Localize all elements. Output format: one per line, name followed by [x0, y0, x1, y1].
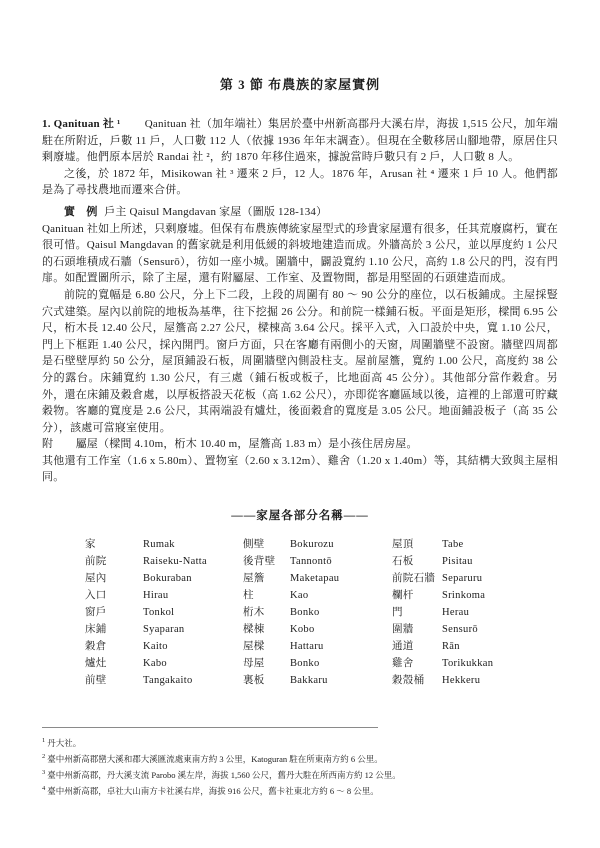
part-name: Pisitau [442, 556, 473, 568]
part-name: Kobo [290, 624, 315, 636]
part-name: Raiseku-Natta [143, 556, 207, 568]
footnote-4 [42, 782, 558, 798]
footnote-text: 丹大社。 [47, 737, 82, 748]
part-name: Tangakaito [143, 675, 193, 687]
part-name: Syaparan [143, 624, 185, 636]
footnote-2 [42, 750, 558, 766]
part-name: Kao [290, 590, 309, 602]
paragraph-migration: 之後，於 1872 年，Misikowan 社 ³ 遷來 2 戶，12 人。1876 年，Arusan 社 ⁴ 遷來 1 戶 10 人。他們都是為了尋找農地而遷來合併。 [42, 167, 558, 197]
part-name: Srinkoma [442, 590, 486, 602]
part-name: Hattaru [290, 641, 324, 653]
part-term: 柱 [243, 590, 254, 602]
part-term: 入口 [85, 590, 107, 602]
footnote-text: 臺中州新高郡巒大溪和郡大溪匯流處東南方約 3 公里，Katoguran 駐在所東南方約 6 公里。 [47, 753, 383, 764]
footnote-marker: 3 [42, 769, 46, 777]
part-term: 後背壁 [243, 556, 276, 568]
part-name: Rumak [143, 539, 175, 551]
footnote-marker: 1 [42, 737, 46, 744]
part-term: 石板 [392, 556, 414, 568]
footnote-marker: 2 [42, 753, 46, 761]
part-name: Kaito [143, 641, 168, 653]
part-term: 裏板 [243, 675, 265, 687]
part-name: Hirau [143, 590, 169, 602]
part-name: Bokuraban [143, 573, 192, 585]
part-term: 屋簷 [243, 573, 265, 585]
part-term: 穀殼桶 [392, 675, 425, 687]
part-term: 欄杆 [392, 590, 414, 602]
part-name: Tannontō [290, 556, 332, 568]
part-term: 屋樑 [243, 641, 265, 653]
part-name: Maketapau [290, 573, 340, 585]
part-name: Sensurō [442, 624, 478, 636]
part-term: 前壁 [85, 675, 107, 687]
part-name: Herau [442, 607, 470, 619]
part-term: 通道 [392, 641, 414, 653]
part-name: Torikukkan [442, 658, 494, 670]
paragraph-text: Qanituan 社（加年端社）集居於臺中州新高郡丹大溪右岸，海拔 1,515 公尺，加年端駐在所附近，戶數 11 戶，人口數 112 人（依據 1936 年年末調查）。但現在全數移居山腳地帶，原居住只剩廢墟。他們原本居於 Randai 社 ²，約 1870 年移住過來，據說當時戶數只有 2 戶，人口數 8 人。 [42, 118, 558, 164]
part-term: 雞舍 [392, 658, 414, 670]
footnote-text: 臺中州新高郡，卓社大山南方卡社溪右岸，海拔 916 公尺，舊卡社東北方約 6 ～ 8 公里。 [47, 785, 379, 796]
part-term: 屋內 [85, 573, 107, 585]
part-term: 床鋪 [85, 624, 107, 636]
paragraph-example-heading [42, 204, 558, 221]
house-parts-heading: ——家屋各部分名稱—— [231, 510, 369, 523]
footnotes-section [42, 727, 558, 798]
part-name: Tonkol [143, 607, 175, 619]
paragraph-qanituan-intro [42, 116, 558, 166]
example-lead: 實 例 [64, 205, 98, 218]
part-term: 前院石牆 [392, 573, 436, 585]
paragraph-house-dimensions: 前院的寬幅是 6.80 公尺，分上下二段，上段的周圍有 80 ～ 90 公分的座位，以石板鋪成。主屋採豎穴式建築。屋內以前院的地板為基準，往下挖掘 26 公分。和前院一樣鋪石板。平面是矩形，樑間 6.95 公尺，桁木長 12.40 公尺，屋簷高 2.27 公尺，樑棟高 3.64 公尺。採平入式，入口設於中央，寬 1.10 公尺，門上下框距 1.40 公尺，採內開門。窗戶方面，只在客廳有兩側小的天窗，周圍牆壁不設窗。牆壁四周都是石壁壁厚約 50 公分，屋頂鋪設石板，周圍牆壁內側設柱支。屋前屋簷，寬約 1.00 公尺，高度約 38 公分的露台。床鋪寬約 1.30 公尺，有三處（鋪石板或板子，比地面高 45 公分）。其他部分當作穀倉。另外，還在床鋪及穀倉處，以厚板搭設天花板（高 1.62 公尺），亦即從客廳區域以後，這裡的上部還可貯藏穀物。客廳的寬度是 2.6 公尺，其兩端設有爐灶，後面穀倉的寬度是 3.05 公尺。地面鋪設板子（高 35 公分），該處可當寢室使用。 [42, 288, 558, 434]
paragraph-text: 戶主 Qaisul Mangdavan 家屋（圖版 128-134） [104, 205, 328, 218]
footnote-1 [42, 734, 558, 750]
part-name: Kabo [143, 658, 167, 670]
part-name: Tabe [442, 539, 464, 551]
part-term: 前院 [85, 556, 107, 568]
part-term: 穀倉 [85, 641, 107, 653]
part-name: Bakkaru [290, 675, 328, 687]
part-term: 屋頂 [392, 539, 414, 551]
part-name: Separuru [442, 573, 483, 585]
paragraph-other-buildings: 其他還有工作室（1.6 x 5.80m）、置物室（2.60 x 3.12m）、雞舍（1.20 x 1.40m）等，其結構大致與主屋相同。 [42, 454, 558, 484]
part-term: 爐灶 [85, 658, 107, 670]
house-parts-table [85, 536, 558, 689]
part-name: Hekkeru [442, 675, 481, 687]
footnote-text: 臺中州新高郡，丹大溪支流 Parobo 溪左岸，海拔 1,560 公尺，舊丹大駐在所西南方約 12 公里。 [47, 769, 401, 780]
footnote-3 [42, 766, 558, 782]
part-term: 家 [85, 539, 96, 551]
part-name: Rān [442, 641, 460, 653]
part-term: 圍牆 [392, 624, 414, 636]
paragraph-annex-building: 附 屬屋（樑間 4.10m，桁木 10.40 m，屋簷高 1.83 m）是小孩住居房屋。 [42, 438, 418, 451]
part-name: Bokurozu [290, 539, 334, 551]
part-term: 母屋 [243, 658, 265, 670]
part-name: Bonko [290, 658, 320, 670]
footnote-marker: 4 [42, 785, 46, 793]
part-term: 側壁 [243, 539, 265, 551]
part-term: 樑棟 [243, 624, 265, 636]
part-term: 桁木 [243, 607, 265, 619]
part-term: 門 [392, 607, 403, 619]
tribe-name-lead: 1. Qanituan 社 ¹ [42, 118, 121, 130]
paragraph-house-description: Qanituan 社如上所述，只剩廢墟。但保有布農族傳統家屋型式的珍貴家屋還有很多，任其荒廢腐朽，實在很可惜。Qaisul Mangdavan 的舊家就是利用低緩的斜坡地建造而成。外牆高於 3 公尺，並以厚度約 1 公尺的石頭堆積成石牆（Sensurō），彷如一座小城。圍牆中，闢設寬約 1.10 公尺，高約 1.8 公尺的門，沒有門扉。如配置圖所示，除了主屋，還有附屬屋、工作室、及置物間，都是用堅固的石頭建造而成。 [42, 222, 558, 285]
section-title: 第 3 節 布農族的家屋實例 [219, 77, 381, 92]
part-term: 窗戶 [85, 607, 107, 619]
footnote-divider [42, 727, 378, 728]
part-name: Bonko [290, 607, 320, 619]
